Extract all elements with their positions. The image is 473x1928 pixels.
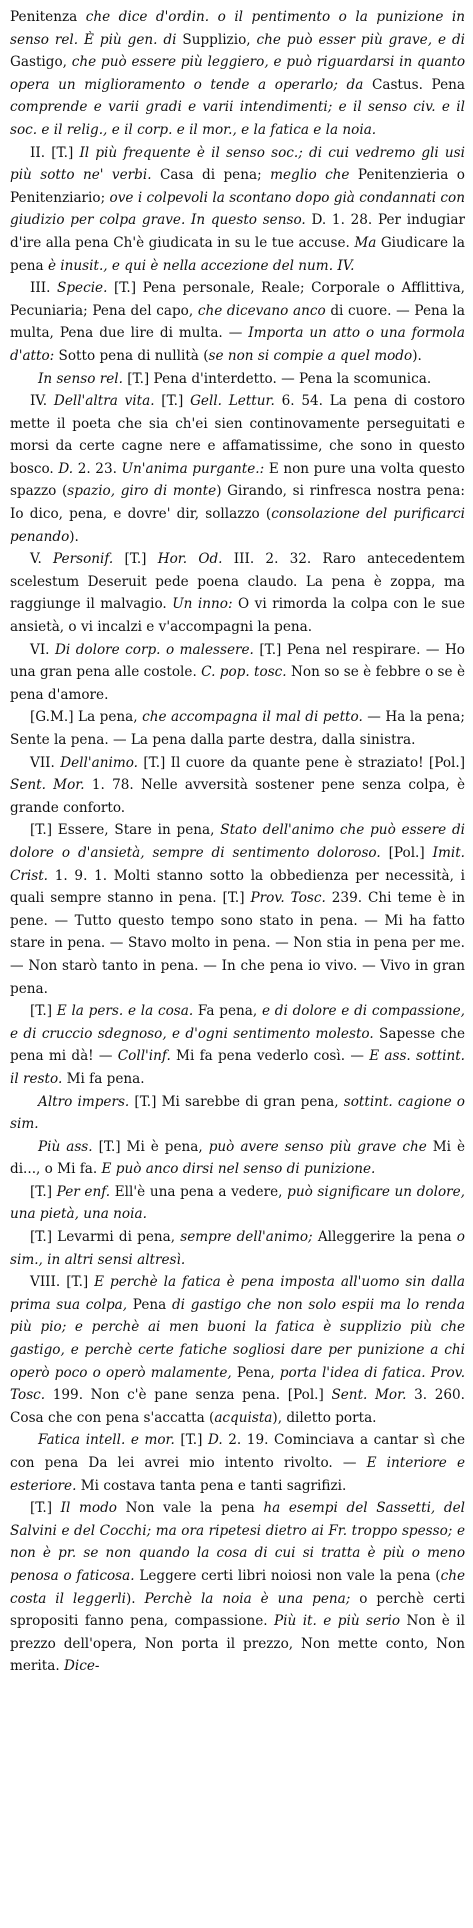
- roman-text: IV.: [30, 393, 54, 410]
- roman-text: 2. 23.: [73, 460, 122, 477]
- roman-text: Fa pena,: [193, 1003, 262, 1020]
- italic-text: E interiore e esteriore.: [10, 1455, 466, 1494]
- roman-text: [T.] Il cuore da quante pene è straziato! [Pol.]: [137, 754, 465, 771]
- roman-text: [T.]: [174, 1432, 208, 1449]
- entry-paragraph: [10, 1000, 465, 1090]
- roman-text: [T.]: [30, 1183, 57, 1200]
- italic-text: D.: [207, 1432, 223, 1449]
- italic-text: ove i colpevoli la scontano dopo già condannati con giudizio per colpa grave. In questo senso.: [10, 189, 465, 229]
- italic-text: può avere senso più grave che: [208, 1138, 427, 1155]
- italic-text: Specie.: [57, 280, 108, 297]
- roman-text: [T.] Essere, Stare in pena,: [30, 822, 221, 839]
- entry-paragraph: [10, 1136, 465, 1181]
- roman-text: Mi fa pena.: [62, 1070, 145, 1087]
- italic-text: Un'anima purgante.:: [121, 460, 265, 477]
- roman-text: VIII. [T.]: [30, 1274, 95, 1291]
- italic-text: Il più frequente è il senso soc.; di cui vedremo gli usi più sotto ne' verbi.: [10, 144, 465, 184]
- roman-text: 1. 78. Nelle avversità sostener pene senza colpa, è grande conforto.: [10, 777, 465, 816]
- italic-text: Stato dell'animo che può essere di dolore o d'ansietà, sempre di sentimento doloroso.: [10, 822, 465, 861]
- italic-text: è inusit., e qui è nella accezione del num. IV.: [47, 257, 355, 274]
- italic-text: che dice d'ordin. o il pentimento o la punizione in senso rel. È più gen. di: [10, 9, 465, 48]
- roman-text: ) Girando, si rinfresca nostra pena: Io dico, pena, e dovre' dir, sollazzo (: [10, 483, 465, 523]
- italic-text: E può anco dirsi nel senso di punizione.: [101, 1161, 376, 1178]
- roman-text: [T.] Pena d'interdetto. — Pena la scomunica.: [122, 370, 432, 387]
- roman-text: [T.] Pena personale, Reale; Corporale o Afflittiva, Pecuniaria; Pena del capo,: [10, 280, 465, 319]
- roman-text: Leggere certi libri noiosi non vale la pena (: [134, 1567, 441, 1584]
- roman-text: Penitenzieria o Penitenziario;: [10, 167, 465, 206]
- italic-text: acquista: [214, 1409, 273, 1426]
- italic-text: porta l'idea di fatica.: [279, 1364, 426, 1381]
- entry-paragraph: [10, 1181, 465, 1226]
- roman-text: 2. 19. Cominciava a cantar sì che con pena Da lei avrei mio intento rivolto. —: [10, 1432, 465, 1471]
- italic-text: Più it. e più serio: [274, 1613, 401, 1630]
- italic-text: Più ass.: [38, 1138, 93, 1155]
- entry-paragraph: [10, 639, 465, 707]
- italic-text: Sent. Mor.: [10, 777, 85, 794]
- italic-text: Importa un atto o una formola d'atto:: [10, 325, 465, 364]
- italic-text: che accompagna il mal di petto.: [142, 709, 363, 726]
- italic-text: Prov. Tosc.: [10, 1364, 466, 1404]
- italic-text: che costa il leggerli: [10, 1567, 465, 1607]
- roman-text: VI.: [30, 641, 55, 658]
- italic-text: Hor. Od.: [157, 551, 223, 568]
- italic-text: sempre dell'animo;: [180, 1229, 313, 1246]
- italic-text: Un inno:: [172, 596, 233, 613]
- entry-paragraph: [10, 706, 465, 751]
- italic-text: sottint. cagione o sim.: [10, 1093, 465, 1133]
- entry-paragraph: [10, 6, 465, 142]
- roman-text: D. 1. 28. Per indugiar d'ire alla pena Ch'è giudicata in su le tue accuse.: [10, 212, 465, 251]
- roman-text: [T.] Pena nel respirare. — Ho una gran pena alle costole.: [10, 641, 465, 681]
- italic-text: Di dolore corp. o malessere.: [55, 641, 254, 658]
- italic-text: Gell. Lettur.: [190, 393, 275, 410]
- roman-text: — Ha la pena; Sente la pena. — La pena dalla parte destra, dalla sinistra.: [10, 709, 465, 748]
- roman-text: 3. 260. Cosa che con pena s'accatta (: [10, 1387, 465, 1426]
- roman-text: Sapesse che pena mi dà! —: [10, 1025, 465, 1065]
- roman-text: ), diletto porta.: [272, 1409, 377, 1426]
- roman-text: 199. Non c'è pane senza pena. [Pol.]: [45, 1387, 332, 1404]
- italic-text: che dicevano anco: [197, 302, 326, 319]
- roman-text: 239. Chi teme è in pene. — Tutto questo tempo sono stato in pena. — Mi ha fatto stare in pena. — Stavo molto in pena. — Non stia in pena per me. — Non starò tanto in pena. — In che pena io vivo. — Vivo in gran pena.: [10, 890, 465, 997]
- italic-text: Dell'animo.: [60, 754, 138, 771]
- italic-text: se non si compie a quel modo: [208, 347, 413, 364]
- entry-paragraph: [10, 1271, 465, 1429]
- italic-text: ha esempi del Sassetti, del Salvini e del Cocchi; ma ora ripetesi dietro ai Fr. troppo spesso; e non è pr. se non quando la cosa di cui si tratta è più o meno penosa o faticosa.: [10, 1500, 465, 1584]
- entry-paragraph: [10, 752, 465, 820]
- roman-text: Alleggerire la pena: [312, 1229, 457, 1246]
- italic-text: Sent. Mor.: [331, 1387, 407, 1404]
- roman-text: [Pol.]: [380, 844, 433, 861]
- roman-text: [T.] Levarmi di pena,: [30, 1229, 181, 1246]
- roman-text: ).: [125, 1590, 145, 1607]
- italic-text: e di dolore e di compassione, e di cruccio sdegnoso, e d'ogni sentimento molesto.: [10, 1003, 465, 1042]
- italic-text: E la pers. e la cosa.: [56, 1003, 194, 1020]
- entry-paragraph: [10, 1497, 465, 1678]
- roman-text: Mi fa pena vederlo così. —: [170, 1048, 370, 1065]
- italic-text: spazio, giro di monte: [67, 483, 217, 500]
- italic-text: Il modo: [60, 1500, 117, 1517]
- roman-text: [T.]: [30, 1500, 61, 1517]
- roman-text: Penitenza: [10, 9, 86, 25]
- roman-text: Non è il prezzo dell'opera, Non porta il prezzo, Non mette conto, Non merita.: [10, 1613, 465, 1675]
- roman-text: Supplizio,: [176, 31, 257, 48]
- roman-text: [T.]: [30, 1003, 57, 1020]
- roman-text: 1. 9. 1. Molti stanno sotto la obbedienza per necessità, i quali sempre stanno in pena. [T.]: [10, 867, 465, 907]
- roman-text: Non vale la pena: [117, 1500, 264, 1517]
- italic-text: comprende e varii gradi e varii intendimenti; e il senso civ. e il soc. e il relig., e il corp. e il mor., e la fatica e la noia.: [10, 99, 465, 138]
- italic-text: o sim., in altri sensi altresì.: [10, 1229, 465, 1268]
- entry-paragraph: [10, 819, 465, 1000]
- entry-paragraph: [10, 142, 465, 278]
- roman-text: Giudicare la pena: [10, 234, 465, 274]
- italic-text: Prov. Tosc.: [250, 890, 326, 907]
- italic-text: E ass. sottint. il resto.: [10, 1048, 465, 1087]
- roman-text: II. [T.]: [30, 144, 80, 161]
- roman-text: Mi costava tanta pena e tanti sagrifizi.: [76, 1477, 347, 1494]
- roman-text: Pena,: [231, 1364, 280, 1381]
- italic-text: Fatica intell. e mor.: [38, 1432, 175, 1449]
- roman-text: III.: [30, 280, 58, 297]
- roman-text: [G.M.] La pena,: [30, 709, 143, 726]
- roman-text: Sotto pena di nullità (: [54, 347, 209, 364]
- italic-text: consolazione del purificarci penando: [10, 506, 465, 545]
- italic-text: può significare un dolore, una pietà, una noia.: [10, 1183, 465, 1223]
- roman-text: V.: [30, 551, 54, 568]
- italic-text: che può essere più leggiero, e può riguardarsi in quanto opera un miglioramento o tende a operarlo; da: [10, 54, 466, 93]
- entry-paragraph: [10, 1429, 465, 1497]
- italic-text: Imit. Crist.: [10, 844, 465, 884]
- roman-text: Casa di pena;: [151, 167, 271, 184]
- italic-text: di gastigo che non solo espii ma lo renda più pio; e perchè ai men buoni la fatica è supplizio più che gastigo, e perchè certe fatiche sogliosi dare per punizione a chi operò poco o operò malamente,: [10, 1296, 465, 1381]
- roman-text: Non so se è febbre o se è pena d'amore.: [10, 664, 465, 703]
- roman-text: [T.] Mi sarebbe di gran pena,: [129, 1093, 344, 1110]
- entry-paragraph: [10, 548, 465, 638]
- roman-text: di cuore. — Pena la multa, Pena due lire di multa. —: [10, 302, 465, 342]
- entry-paragraph: [10, 277, 465, 367]
- italic-text: In senso rel.: [38, 370, 123, 387]
- entry-paragraph: [10, 368, 465, 391]
- roman-text: o perchè certi spropositi fanno pena, compassione.: [10, 1590, 465, 1630]
- roman-text: Castus. Pena: [363, 76, 465, 93]
- italic-text: meglio che: [270, 167, 350, 184]
- roman-text: [T.] Mi è pena,: [92, 1138, 209, 1155]
- entry-paragraph: [10, 1226, 465, 1271]
- roman-text: ).: [412, 347, 422, 364]
- italic-text: Dell'altra vita.: [53, 393, 155, 410]
- roman-text: III. 2. 32. Raro antecedentem scelestum Deseruit pede poena claudo. La pena è zoppa, ma raggiunge il malvagio.: [10, 551, 465, 613]
- roman-text: O vi rimorda la colpa con le sue ansietà, o vi incalzi e v'accompagni la pena.: [10, 596, 465, 636]
- italic-text: E perchè la fatica è pena imposta all'uomo sin dalla prima sua colpa,: [10, 1274, 465, 1313]
- italic-text: Coll'inf.: [117, 1048, 171, 1065]
- italic-text: che può esser più grave, e di: [256, 31, 465, 48]
- roman-text: [T.]: [113, 551, 158, 568]
- roman-text: [T.]: [154, 393, 191, 410]
- roman-text: Ell'è una pena a vedere,: [110, 1183, 288, 1200]
- entry-paragraph: [10, 390, 465, 548]
- roman-text: E non pure una volta questo spazzo (: [10, 460, 465, 500]
- italic-text: Altro impers.: [38, 1093, 130, 1110]
- roman-text: Pena: [127, 1296, 172, 1313]
- italic-text: Ma: [354, 234, 377, 251]
- roman-text: VII.: [30, 754, 61, 771]
- entry-paragraph: [10, 1091, 465, 1136]
- italic-text: Personif.: [53, 551, 114, 568]
- roman-text: Mi è di..., o Mi fa.: [10, 1138, 465, 1178]
- italic-text: D.: [58, 460, 74, 477]
- italic-text: Perchè la noia è una pena;: [144, 1590, 351, 1607]
- italic-text: C. pop. tosc.: [201, 664, 287, 681]
- italic-text: Per enf.: [56, 1183, 111, 1200]
- roman-text: 6. 54. La pena di costoro mette il poeta che sia ch'ei sien continovamente perseguitati e morsi da certe cagne nere e affamatissime, che sono in questo bosco.: [10, 393, 466, 477]
- italic-text: Dice-: [64, 1658, 100, 1675]
- roman-text: Gastigo,: [10, 54, 72, 71]
- roman-text: ).: [69, 528, 79, 545]
